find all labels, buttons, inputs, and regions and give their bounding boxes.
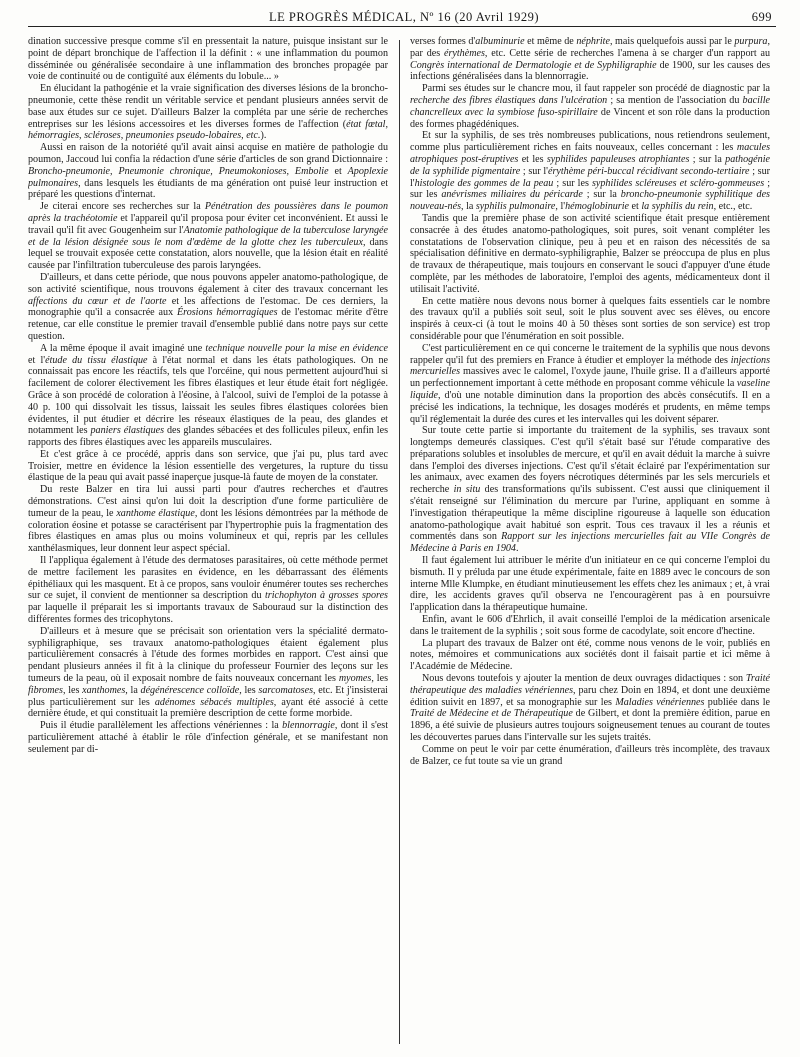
text-run: , la bbox=[461, 201, 476, 213]
text-run: par laquelle il préparait les si importants travaux de Sabouraud sur la distinction des différentes formes des tricophytons. bbox=[28, 602, 388, 626]
text-run: , paru chez Doin en 1894, et dont une deuxième édition suivit en 1897, et sa monographie sur les bbox=[410, 684, 770, 708]
italic-run: Érosions hémorragiques bbox=[176, 307, 278, 319]
text-run: C'est particulièrement en ce qui concerne le traitement de la syphilis que nous devons rappeler qu'il fut des premiers en France à étudier et employer la méthode des bbox=[410, 342, 770, 366]
italic-run: hémoglobinurie bbox=[565, 201, 630, 213]
text-run: , l' bbox=[555, 201, 566, 213]
italic-run: xanthomes bbox=[82, 684, 126, 696]
text-run: , les bbox=[371, 673, 388, 685]
text-run: , d'où une notable diminution dans la proportion des abcès consécutifs. Il en a précisé les indications, la technique, les dosages modérés et prudents, en même temps qu'il réglementait la durée des cures et les intervalles qui les doivent séparer. bbox=[410, 389, 770, 425]
italic-run: Traité thérapeutique des maladies vénériennes bbox=[410, 673, 770, 696]
paragraph bbox=[410, 425, 770, 555]
italic-run: sarcomatoses bbox=[258, 684, 314, 696]
paragraph bbox=[410, 614, 770, 638]
paragraph bbox=[28, 272, 388, 343]
text-run: , dans lesquels les étudiants de ma génération ont puisé leur instruction et préparé les questions d'internat. bbox=[28, 177, 388, 201]
paragraph bbox=[410, 130, 770, 213]
text-run: D'ailleurs, et dans cette période, que nous pouvons appeler anatomo-pathologique, de son activité scientifique, nous trouvons également à citer des travaux concernant les bbox=[28, 271, 388, 295]
text-run: Puis il étudie parallèlement les affections vénériennes : la bbox=[40, 720, 283, 732]
italic-run: in situ bbox=[453, 484, 481, 496]
text-run: massives avec le calomel, l'oxyde jaune, l'huile grise. Il a d'ailleurs apporté un perfectionnement important à cette méthode en proposant comme véhicule la bbox=[410, 366, 770, 390]
italic-run: injections mercurielles bbox=[410, 354, 770, 378]
paragraph bbox=[28, 555, 388, 626]
text-run: , ayant été associé à cette dernière étude, et qui constituait la première description de cette forme morbide. bbox=[28, 696, 388, 720]
text-run: , mais quelquefois aussi par le bbox=[609, 36, 735, 47]
paragraph bbox=[410, 555, 770, 614]
text-run: de Vincent et son rôle dans la production des formes phagédéniques. bbox=[410, 106, 770, 130]
text-run: Parmi ses études sur le chancre mou, il faut rappeler son procédé de diagnostic par la bbox=[422, 83, 770, 95]
text-run: Il l'appliqua également à l'étude des dermatoses parasitaires, où cette méthode permet de mettre facilement les parasites en évidence, en les débarrassant des éléments épithéliaux qui les masquent. Et à ce propos, sans vouloir énumérer toutes ses recherches sur ce sujet, il convient de mentionner sa description du bbox=[28, 555, 388, 602]
paragraph bbox=[28, 83, 388, 142]
text-run: et l' bbox=[28, 354, 46, 366]
text-run: ; sur l' bbox=[410, 165, 770, 189]
text-run: Aussi en raison de la notoriété qu'il avait ainsi acquise en matière de pathologie du poumon, Jaccoud lui confia la rédaction d'une série d'articles de son grand Dictionnaire : bbox=[28, 142, 388, 165]
paragraph bbox=[28, 343, 388, 449]
text-run: ; sur les bbox=[410, 177, 770, 201]
italic-run: la syphilis du rein bbox=[641, 201, 714, 213]
text-run: et bbox=[328, 165, 348, 177]
text-run: Nous devons toutefois y ajouter la mention de deux ouvrages didactiques : son bbox=[422, 673, 746, 685]
text-run: et les bbox=[518, 153, 547, 165]
text-run: En cette matière nous devons nous borner à quelques faits essentiels car le nombre des travaux qu'il a publiés soit seul, soit le plus souvent avec ses élèves, ou encore inspirés à ceux-ci (à tout le moins 40 à 50 thèses sont sorties de son service) est trop considérable pour que l'énumération en soit possible. bbox=[410, 295, 770, 342]
paragraph bbox=[410, 638, 770, 673]
text-run: et les affections de l'estomac. De ces derniers, la monographie qu'il a consacrée aux bbox=[28, 295, 388, 319]
text-run: et l'appareil qu'il proposa pour éviter cet inconvénient. Et aussi le travail qu'il fit avec Gougenheim sur l' bbox=[28, 212, 388, 236]
text-run: ; sur la bbox=[582, 189, 621, 201]
text-run: D'ailleurs et à mesure que se précisait son orientation vers la spécialité dermato-syphiligraphique, ses travaux anatomo-pathologiques étaient également plus particulièrement consacrés à l'étude des formes morbides en rapport. C'est ainsi que pendant plusieurs années il fit à la clinique du professeur Fournier des leçons sur les tumeurs de la peau, où il exposait nombre de faits nouveaux concernant les bbox=[28, 625, 388, 685]
italic-run: érythèmes bbox=[443, 47, 485, 59]
text-run: , dont les lésions démontrées par la méthode de coloration éosine et potasse se caractérisent par l'hypertrophie puis la fragmentation des fibres élastiques en amas plus ou moins volumineux et qui, repris par les cellules xanthélasmiques, leur donnent leur aspect spécial. bbox=[28, 507, 388, 555]
paragraph bbox=[28, 142, 388, 201]
text-run: , dans lequel se trouvait exposée cette constatation, alors nouvelle, que la lésion était en réalité causée par l'infiltration tuberculeuse des parois laryngées. bbox=[28, 236, 388, 272]
paragraph bbox=[28, 720, 388, 755]
text-run: et bbox=[629, 201, 642, 213]
italic-run: état fœtal, hémorragies, scléroses, pneumonies pseudo-lobaires, etc. bbox=[28, 118, 388, 142]
text-run: dination successive presque comme s'il en pressentait la nature, puisque insistant sur le point de départ bronchique de l'affection il la définit : « une inflammation du poumon disséminée ou généralisée secondaire à une inflammation des bronches propagée par voie de continuité ou de contiguïté aux éléments du lobule... » bbox=[28, 36, 388, 83]
text-run: A la même époque il avait imaginé une bbox=[40, 342, 206, 354]
text-run: , dont il s'est particulièrement attaché à établir le rôle d'infection générale, et se manifestant non seulement par di- bbox=[28, 720, 388, 755]
text-run: des glandes sébacées et des follicules pileux, enfin les rapports des fibres élastiques avec les appareils musculaires. bbox=[28, 425, 388, 449]
text-run: Et c'est grâce à ce procédé, appris dans son service, que j'ai pu, plus tard avec Troisier, mettre en évidence la lésion essentielle des vergetures, la rupture du tissu élastique de la peau qui avait passé inaperçue jusque-là faute de moyen de la constater. bbox=[28, 448, 388, 484]
italic-run: Maladies vénériennes bbox=[615, 696, 705, 708]
text-run: verses formes d' bbox=[410, 36, 476, 47]
text-run: En élucidant la pathogénie et la vraie signification des diverses lésions de la broncho-pneumonie, cette thèse rendit un véritable service et pendant plusieurs années servit de base aux études sur ce sujet. D'ailleurs Balzer la compléta par une série de recherches entreprises sur les lésions accessoires et les diverses formes de l'affection ( bbox=[28, 83, 388, 130]
text-run: Sur toute cette partie si importante du traitement de la syphilis, ses travaux sont longtemps demeurés classiques. C'est qu'il s'était basé sur l'étude comparative des préparations solubles et insolubles de mercure, et qu'il en avait déduit la marche à suivre dans l'emploi des diverses injections. C'est qu'il s'était éclairé par l'expérimentation sur les animaux, avec examen des foyers nécrotiques déterminés par les sels mercuriels et recherche bbox=[410, 425, 770, 496]
italic-run: macules atrophiques post-éruptives bbox=[410, 142, 770, 165]
text-run: Il faut également lui attribuer le mérite d'un initiateur en ce qui concerne l'emploi du bismuth. Il y préluda par une étude expérimentale, faite en 1889 avec le concours de son interne Mlle Klumpke, en étudiant minutieusement les effets chez les animaux ; et, à vrai dire, les accidents graves qu'il observa ne l'encouragèrent pas à en poursuivre l'application dans la thérapeutique humaine. bbox=[410, 555, 770, 614]
text-run: Tandis que la première phase de son activité scientifique était presque entièrement consacrée à des études anatomo-pathologiques, soit pures, soit venant compléter les constatations de l'observation clinique, peu à peu et en raison des nécessités de sa spécialisation définitive en dermato-syphiligraphie, Balzer se préoccupa de plus en plus de travaux de thérapeutique, mais toujours en conservant le souci d'appuyer d'une étude complète, par les méthodes de laboratoire, l'emploi des agents, médicamenteux dont il utilisait l'activité. bbox=[410, 212, 770, 295]
italic-run: pathogénie de la syphilide pigmentaire bbox=[410, 153, 770, 177]
paragraph bbox=[410, 83, 770, 130]
italic-run: myomes bbox=[338, 673, 372, 685]
header-rule bbox=[28, 26, 776, 27]
text-run: Du reste Balzer en tira lui aussi parti pour d'autres recherches et d'autres démonstrations. C'est ainsi qu'on lui doit la description d'une forme particulière de tumeur de la peau, le bbox=[28, 484, 388, 519]
paragraph bbox=[28, 201, 388, 272]
text-run: des transformations qu'ils subissent. C'est aussi que cliniquement il s'était renseigné sur l'élimination du mercure par l'urine, appliquant en somme à l'investigation thérapeutique la même discipline rigoureuse à laquelle son éducation anatomo-pathologique avait habitué son esprit. Tous ces travaux il les a réunis et commentés dans son bbox=[410, 484, 770, 543]
italic-run: dégénérescence colloïde bbox=[140, 684, 240, 696]
text-run: ; sur les bbox=[553, 177, 592, 189]
italic-run: xanthome élastique bbox=[116, 507, 195, 519]
text-run: , les bbox=[239, 684, 259, 696]
italic-run: purpura bbox=[734, 36, 768, 47]
text-run: Enfin, avant le 606 d'Ehrlich, il avait conseillé l'emploi de la médication arsenicale dans le traitement de la syphilis ; soit sous forme de cacodylate, soit encore d'hectine. bbox=[410, 614, 770, 637]
text-run: , etc. Cette série de recherches l'amena à se charger d'un rapport au bbox=[484, 47, 770, 59]
text-run: Comme on peut le voir par cette énumération, d'ailleurs très incomplète, des travaux de Balzer, ce fut toute sa vie un grand bbox=[410, 743, 770, 767]
italic-run: syphilides scléreuses et scléro-gommeuses bbox=[591, 177, 765, 189]
italic-run: néphrite bbox=[576, 36, 610, 47]
paragraph bbox=[410, 744, 770, 768]
italic-run: bacille chancrelleux avec la symbiose fuso-spirillaire bbox=[410, 94, 770, 118]
text-run: ; sur l' bbox=[520, 165, 548, 177]
running-title: LE PROGRÈS MÉDICAL, Nº 16 (20 Avril 1929) bbox=[269, 10, 539, 24]
text-run: publiée dans le bbox=[704, 696, 770, 708]
text-run: Je citerai encore ses recherches sur la bbox=[40, 201, 205, 213]
text-run: Et sur la syphilis, de ses très nombreuses publications, nous retiendrons seulement, comme plus particulièrement riches en faits nouveaux, celles concernant : les bbox=[410, 130, 770, 154]
left-column bbox=[28, 36, 388, 1048]
paragraph bbox=[28, 449, 388, 484]
italic-run: Pénétration des poussières dans le poumon après la trachéotomie bbox=[28, 201, 388, 224]
italic-run: Congrès international de Dermatologie et de Syphiligraphie bbox=[410, 59, 657, 71]
right-column bbox=[410, 36, 770, 1048]
italic-run: paniers élastiques bbox=[90, 425, 165, 437]
italic-run: broncho-pneumonie syphilitique des nouveau-nés bbox=[410, 189, 770, 213]
text-run: , etc., etc. bbox=[713, 201, 753, 213]
italic-run: histologie des gommes de la peau bbox=[414, 177, 554, 189]
italic-run: fibromes bbox=[28, 684, 63, 696]
italic-run: adénomes sébacés multiples bbox=[154, 696, 274, 708]
paragraph bbox=[28, 626, 388, 720]
text-run: ). bbox=[260, 130, 267, 142]
italic-run: blennorragie bbox=[282, 720, 335, 732]
italic-run: trichophyton à grosses spores bbox=[264, 590, 388, 602]
text-run: La plupart des travaux de Balzer ont été, comme nous venons de le voir, publiés en notes, mémoires et communications aux sociétés dont il faisait partie et ici même à l'Académie de Médecine. bbox=[410, 637, 770, 673]
paragraph bbox=[410, 36, 770, 83]
text-run: ; sur la bbox=[689, 153, 726, 165]
italic-run: Rapport sur les injections mercurielles fait au VIIe Congrès de Médecine à Paris en 1904 bbox=[410, 531, 770, 555]
text-run: , par des bbox=[410, 36, 770, 59]
italic-run: albuminurie bbox=[475, 36, 525, 47]
paragraph bbox=[410, 296, 770, 343]
paragraph bbox=[410, 673, 770, 744]
text-run: . bbox=[515, 543, 519, 555]
text-run: , etc. Et j'insisterai plus particulièrement sur les bbox=[28, 684, 388, 708]
italic-run: anévrismes miliaires du péricarde bbox=[441, 189, 583, 201]
text-run: de Gilbert, et dont la première édition, parue en 1896, a été suivie de plusieurs autres toujours soigneusement tenues au courant de toutes les découvertes parues dans l'intervalle sur les sujets traités. bbox=[410, 708, 770, 744]
text-run: à l'état normal et dans les états pathologiques. On ne connaissait pas encore les réactifs, tels que l'orcéine, qui nous permettent aujourd'hui si facilement de colorer électivement les fibres élastiques et leur étude était fort négligée. Grâce à son procédé de coloration à l'éosine, à l'alcool, suivi de l'emploi de la potasse à 40 p. 100 qui dissolvait les tissus, laissait les seules fibres élastiques colorées bien évidentes, il put étudier et décrire les réseaux élastiques de la peau, des glandes et notamment les bbox=[28, 354, 388, 437]
italic-run: Broncho-pneumonie, Pneumonie chronique, Pneumokonioses, Embolie bbox=[28, 165, 329, 177]
text-run: et même de bbox=[524, 36, 577, 47]
text-run: de 1900, sur les causes des infections généralisées dans la blennorragie. bbox=[410, 59, 770, 83]
paragraph bbox=[28, 484, 388, 555]
column-divider bbox=[399, 40, 400, 1044]
italic-run: syphilides papuleuses atrophiantes bbox=[546, 153, 690, 165]
text-run: ; sa mention de l'association du bbox=[607, 94, 743, 106]
text-run: de l'estomac mérite d'être retenue, car elle constitue le premier travail d'ensemble publié dans notre pays sur cette question. bbox=[28, 307, 388, 342]
italic-run: Traité de Médecine et de Thérapeutique bbox=[410, 708, 573, 720]
italic-run: technique nouvelle pour la mise en évidence bbox=[205, 342, 388, 354]
text-run: , les bbox=[62, 684, 83, 696]
page-header bbox=[28, 8, 780, 28]
italic-run: syphilis pulmonaire bbox=[475, 201, 556, 213]
italic-run: affections du cœur et de l'aorte bbox=[28, 295, 167, 307]
italic-run: étude du tissu élastique bbox=[45, 354, 148, 366]
italic-run: Apoplexie pulmonaires bbox=[28, 165, 388, 189]
paragraph bbox=[410, 343, 770, 426]
paragraph bbox=[28, 36, 388, 83]
paragraph bbox=[410, 213, 770, 296]
italic-run: érythème péri-buccal récidivant secondo-tertiaire bbox=[547, 165, 750, 177]
italic-run: Anatomie pathologique de la tuberculose laryngée et de la lésion désignée sous le nom d'œdème de la glotte chez les tuberculeux bbox=[28, 224, 388, 248]
text-run: , la bbox=[125, 684, 141, 696]
page-number: 699 bbox=[751, 10, 772, 24]
italic-run: vaseline liquide bbox=[410, 378, 770, 401]
italic-run: recherche des fibres élastiques dans l'ulcération bbox=[410, 94, 608, 106]
